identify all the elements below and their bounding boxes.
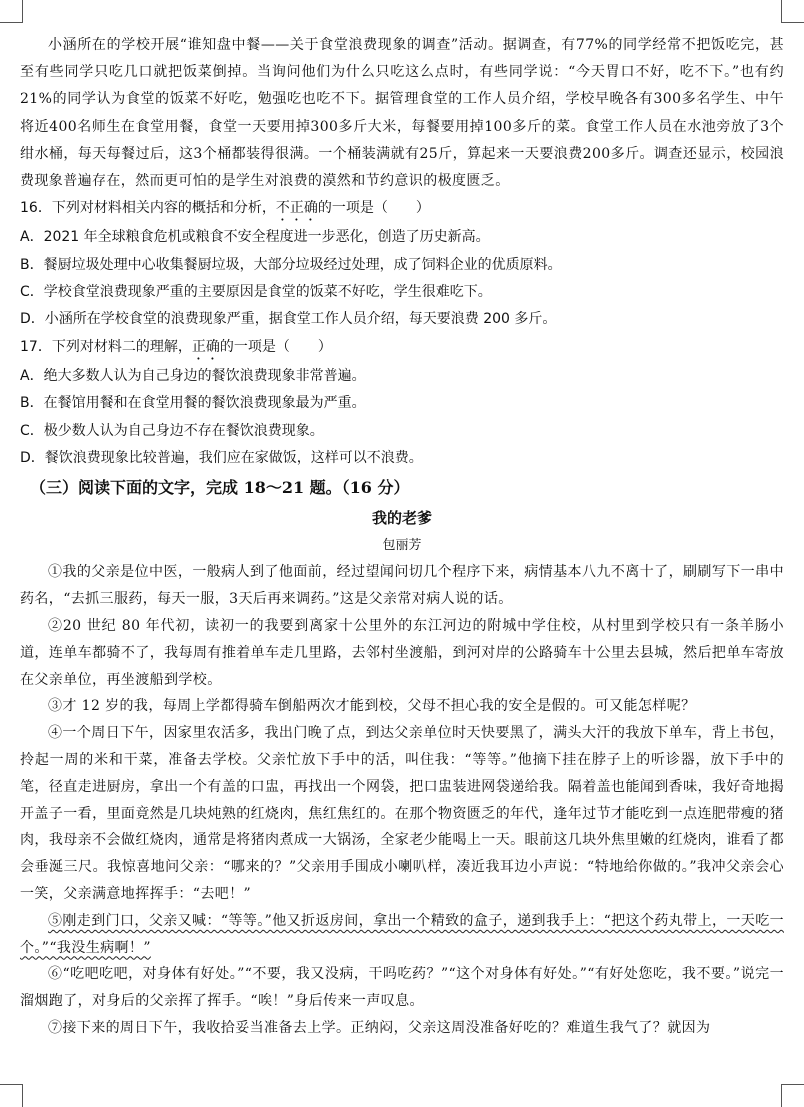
page-corner-mark <box>0 1084 23 1107</box>
article-paragraph-2: ②20 世纪 80 年代初，读初一的我要到离家十公里外的东江河边的附城中学住校，从村里到学校只有一条羊肠小道，连单车都骑不了，我每周有推着单车走几里路，去邻村坐渡船，到河对岸的公路骑车十公里去县城，然后把单车寄放在父亲单位，再坐渡船到学校。 <box>20 618 784 688</box>
article-paragraph-4: ④一个周日下午，因家里农活多，我出门晚了点，到达父亲单位时天快要黑了，满头大汗的我放下单车，背上书包，拎起一周的米和干菜，准备去学校。父亲忙放下手中的活，叫住我：“等等。”他摘下挂在脖子上的听诊器，放下手中的笔，径直走进厨房，拿出一个有盖的口盅，再找出一个网袋，把口盅装进网袋递给我。隔着盖也能闻到香味，我好奇地揭开盖子一看，里面竟然是几块炖熟的红烧肉，焦红焦红的。在那个物资匮乏的年代，逢年过节才能吃到一点连肥带瘦的猪肉，我母亲不会做红烧肉，通常是将猪肉煮成一大锅汤，全家老少能喝上一天。眼前这几块外焦里嫩的红烧肉，谁看了都会垂涎三尺。我惊喜地问父亲：“哪来的？”父亲用手围成小喇叭样，凑近我耳边小声说：“特地给你做的。”我冲父亲会心一笑，父亲满意地挥挥手：“去吧！” <box>20 725 784 903</box>
page-corner-mark <box>0 0 23 23</box>
page-corner-mark <box>781 0 804 23</box>
question-17 <box>20 334 784 473</box>
option-d: D．小涵所在学校食堂的浪费现象严重，据食堂工作人员介绍，每天要浪费 200 多斤。 <box>20 311 557 328</box>
section-heading: （三）阅读下面的文字，完成 18～21 题。（16 分） <box>30 478 410 498</box>
article-paragraph-1: ①我的父亲是位中医，一般病人到了他面前，经过望闻问切几个程序下来，病情基本八九不离十了，刷刷写下一串中药名，“去抓三服药，每天一服，3天后再来调药。”这是父亲常对病人说的话。 <box>20 564 784 608</box>
option-a: A．绝大多数人认为自己身边的餐饮浪费现象非常普遍。 <box>20 367 366 384</box>
question-16 <box>20 195 784 334</box>
option-c: C．学校食堂浪费现象严重的主要原因是食堂的饭菜不好吃，学生很难吃下。 <box>20 284 492 301</box>
emphasis-word: 正确 <box>191 338 220 355</box>
option-d: D．餐饮浪费现象比较普遍，我们应在家做饭，这样可以不浪费。 <box>20 450 423 467</box>
page-corner-mark <box>781 1084 804 1107</box>
article-paragraph-5: ⑤刚走到门口，父亲又喊：“等等。”他又折返房间，拿出一个精致的盒子，递到我手上：“把这个药丸带上，一天吃一个。”“我没生病啊！” <box>20 912 784 956</box>
emphasis-word: 不正确 <box>275 200 318 217</box>
option-a: A．2021 年全球粮食危机或粮食不安全程度进一步恶化，创造了历史新高。 <box>20 229 490 246</box>
material-two-paragraph: 小涵所在的学校开展“谁知盘中餐——关于食堂浪费现象的调查”活动。据调查，有77%的同学经常不把饭吃完，甚至有些同学只吃几口就把饭菜倒掉。当询问他们为什么只吃这么点时，有些同学说：“今天胃口不好，吃不下。”也有约21%的同学认为食堂的饭菜不好吃，勉强吃也吃不下。据管理食堂的工作人员介绍，学校早晚各有300多名学生、中午将近400名师生在食堂用餐，食堂一天要用掉300多斤大米，每餐要用掉100多斤的菜。食堂工作人员在水池旁放了3个绀水桶，每天每餐过后，这3个桶都装得很满。一个桶装满就有25斤，算起来一天要浪费200多斤。调查还显示，校园浪费现象普遍存在，然而更可怕的是学生对浪费的漠然和节约意识的极度匮乏。 <box>20 37 784 190</box>
option-b: B．餐厨垃圾处理中心收集餐厨垃圾，大部分垃圾经过处理，成了饲料企业的优质原料。 <box>20 256 562 273</box>
article-paragraph-6: ⑥“吃吧吃吧，对身体有好处。”“不要，我又没病，干吗吃药？”“这个对身体有好处。”“有好处您吃，我不要。”说完一溜烟跑了，对身后的父亲挥了挥手。“唉！”身后传来一声叹息。 <box>20 966 784 1010</box>
option-c: C．极少数人认为自己身边不存在餐饮浪费现象。 <box>20 422 324 439</box>
article-author: 包丽芳 <box>382 538 422 554</box>
article-title: 我的老爹 <box>371 509 432 528</box>
option-b: B．在餐馆用餐和在食堂用餐的餐饮浪费现象最为严重。 <box>20 395 366 412</box>
question-16-stem: 16．下列对材料相关内容的概括和分析，不正确的一项是（ ） <box>20 200 430 217</box>
document-page <box>20 32 784 1042</box>
article-paragraph-7: ⑦接下来的周日下午，我收拾妥当准备去上学。正纳闷，父亲这周没准备好吃的？难道生我气了？就因为 <box>48 1020 711 1037</box>
question-17-stem: 17．下列对材料二的理解，正确的一项是（ ） <box>20 338 332 355</box>
article-paragraph-3: ③才 12 岁的我，每周上学都得骑车倒船两次才能到校，父母不担心我的安全是假的。可又能怎样呢？ <box>48 698 696 715</box>
